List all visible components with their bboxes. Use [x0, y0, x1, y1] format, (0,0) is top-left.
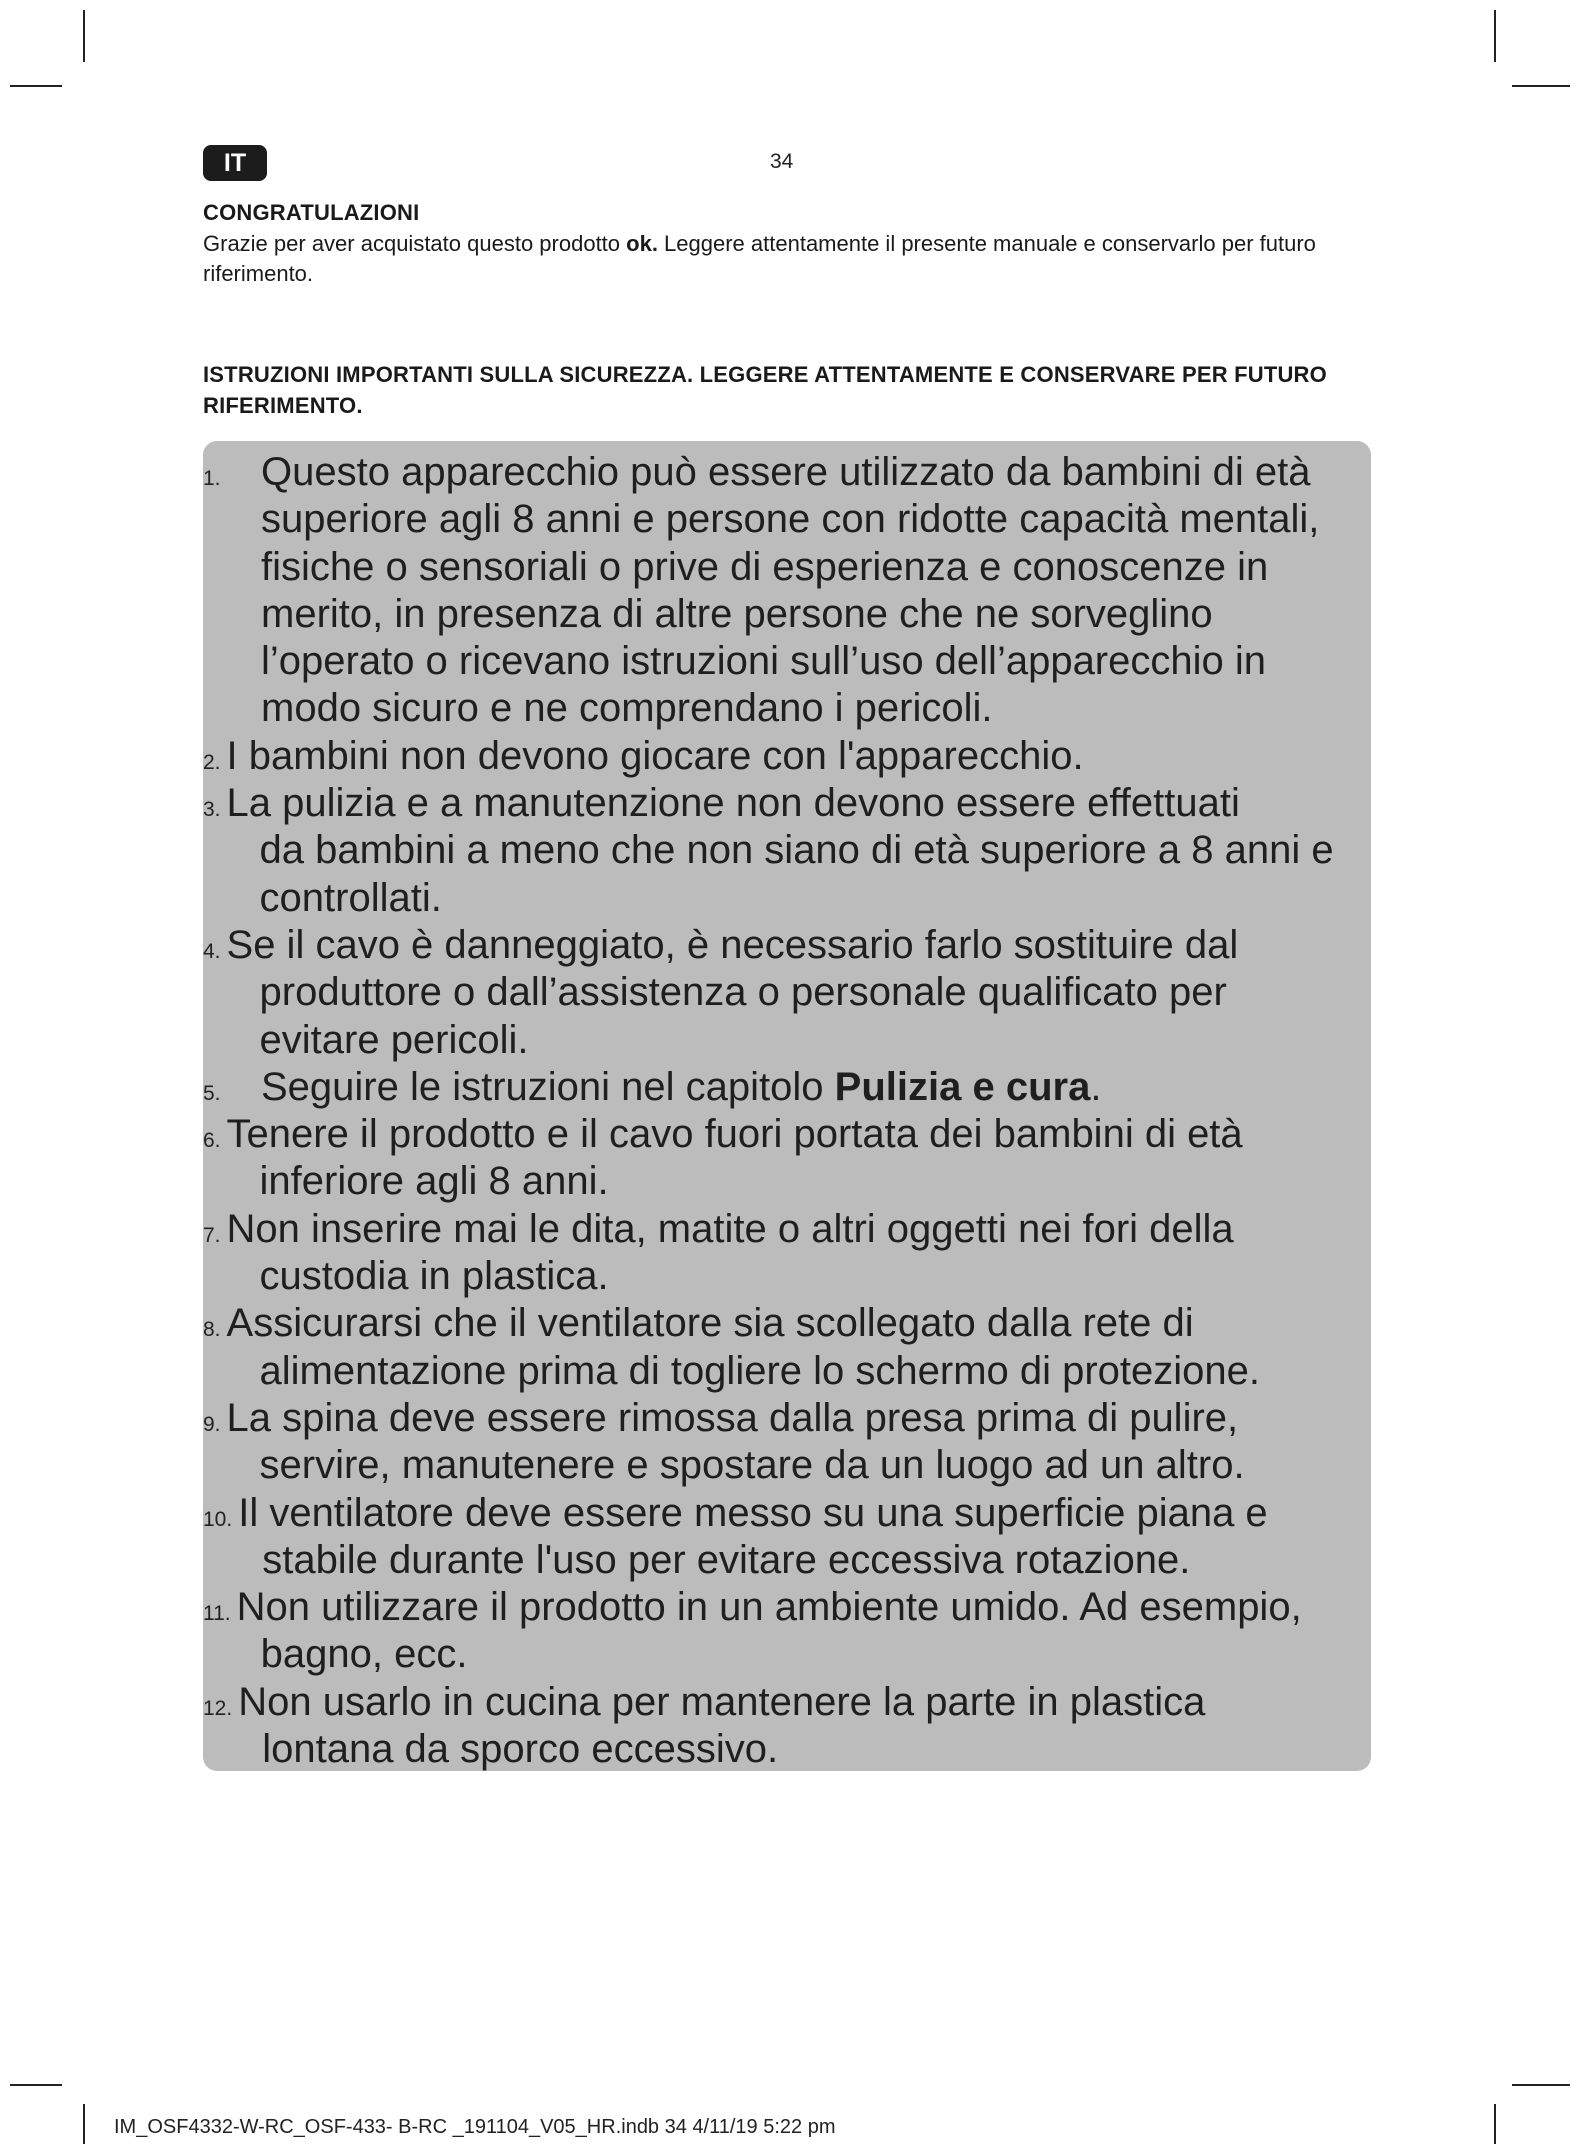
crop-mark — [1494, 2104, 1496, 2144]
item-text — [227, 733, 1084, 780]
item-line: Assicurarsi che il ventilatore sia scollegato dalla rete di — [226, 1301, 1194, 1346]
intro-text-after: Leggere attentamente il presente manuale e conservarlo per futuro riferimento. — [203, 231, 1316, 286]
intro-paragraph — [203, 229, 1383, 289]
print-slug: IM_OSF4332-W-RC_OSF-433- B-RC _191104_V05_HR.indb 34 4/11/19 5:22 pm — [114, 2116, 836, 2138]
item-line: evitare pericoli. — [259, 1017, 529, 1062]
brand-name: ok. — [626, 231, 658, 256]
item-line: lontana da sporco eccessivo. — [262, 1727, 779, 1772]
item-number: 4. — [203, 939, 221, 963]
item-line: Non usarlo in cucina per mantenere la parte in plastica — [238, 1679, 1206, 1724]
safety-item — [203, 1490, 1351, 1585]
item-line: l’operato o ricevano istruzioni sull’uso dell’apparecchio in — [261, 639, 1266, 684]
item-line: servire, manutenere e spostare da un luogo ad un altro. — [259, 1443, 1245, 1488]
item-line: fisiche o sensoriali o prive di esperienza e conoscenze in — [261, 544, 1269, 589]
crop-mark — [1512, 85, 1570, 87]
item-line: da bambini a meno che non siano di età superiore a 8 anni e — [259, 828, 1334, 873]
safety-item — [203, 1300, 1351, 1395]
item-line: merito, in presenza di altre persone che ne sorveglino — [261, 591, 1213, 636]
item-line: La spina deve essere rimossa dalla presa prima di pulire, — [226, 1395, 1239, 1440]
congratulations-heading: CONGRATULAZIONI — [203, 200, 420, 225]
item-line: modo sicuro e ne comprendano i pericoli. — [261, 686, 993, 731]
item-text — [227, 1111, 1243, 1206]
item-text — [261, 1064, 1101, 1111]
item-line: Il ventilatore deve essere messo su una superficie piana e — [238, 1490, 1268, 1535]
item-number: 12. — [203, 1696, 233, 1720]
safety-item — [203, 1584, 1351, 1679]
item-line: Questo apparecchio può essere utilizzato da bambini di età — [261, 450, 1311, 494]
item-line: alimentazione prima di togliere lo schermo di protezione. — [259, 1348, 1261, 1393]
item-line: Non utilizzare il prodotto in un ambiente umido. Ad esempio, — [236, 1585, 1302, 1630]
item-text — [238, 1490, 1267, 1585]
item-line: produttore o dall’assistenza o personale qualificato per — [259, 970, 1227, 1015]
item-line: I bambini non devono giocare con l'apparecchio. — [226, 733, 1084, 778]
item-text — [227, 780, 1334, 922]
crop-mark — [10, 2084, 62, 2086]
item-line: Se il cavo è danneggiato, è necessario farlo sostituire dal — [226, 922, 1239, 967]
crop-mark — [1512, 2084, 1570, 2086]
item-text — [227, 1206, 1234, 1301]
item-number: 5. — [203, 1081, 221, 1105]
item-text — [227, 1300, 1261, 1395]
item-line: Non inserire mai le dita, matite o altri oggetti nei fori della — [226, 1206, 1234, 1251]
chapter-reference: Pulizia e cura — [834, 1064, 1091, 1109]
language-badge: IT — [203, 145, 267, 181]
crop-mark — [83, 10, 85, 62]
item-line: inferiore agli 8 anni. — [259, 1159, 609, 1204]
crop-mark — [83, 2104, 85, 2144]
item-text — [227, 1395, 1245, 1490]
item-number: 2. — [203, 750, 221, 774]
item-number: 7. — [203, 1223, 221, 1247]
item-number: 10. — [203, 1507, 233, 1531]
item-number: 1. — [203, 467, 221, 490]
item-text — [227, 922, 1239, 1064]
safety-instructions-box — [203, 441, 1371, 1771]
safety-item — [203, 1395, 1351, 1490]
item-number: 8. — [203, 1318, 221, 1342]
item-number: 6. — [203, 1129, 221, 1153]
crop-mark — [1494, 10, 1496, 62]
item-line: Tenere il prodotto e il cavo fuori portata dei bambini di età — [226, 1112, 1243, 1157]
item-line: controllati. — [259, 875, 442, 920]
item-line: stabile durante l'uso per evitare eccessiva rotazione. — [262, 1537, 1191, 1582]
safety-item — [203, 1111, 1351, 1206]
item-number: 11. — [203, 1602, 231, 1626]
safety-item — [203, 449, 1351, 733]
item-line: La pulizia e a manutenzione non devono essere effettuati — [226, 781, 1240, 826]
item-number: 9. — [203, 1412, 221, 1436]
item-number: 3. — [203, 798, 221, 822]
page-number: 34 — [770, 150, 794, 173]
safety-item — [203, 922, 1351, 1064]
item-text — [237, 1584, 1302, 1679]
item-text — [238, 1679, 1205, 1774]
item-line: custodia in plastica. — [259, 1254, 609, 1299]
item-text-before: Seguire le istruzioni nel capitolo — [261, 1064, 835, 1109]
safety-item — [203, 1064, 1351, 1111]
item-line: superiore agli 8 anni e persone con ridotte capacità mentali, — [261, 497, 1320, 542]
crop-mark — [10, 85, 62, 87]
safety-item — [203, 733, 1351, 780]
safety-item — [203, 1679, 1351, 1774]
item-text-after: . — [1090, 1064, 1102, 1109]
item-line: bagno, ecc. — [260, 1632, 468, 1677]
safety-title: ISTRUZIONI IMPORTANTI SULLA SICUREZZA. LEGGERE ATTENTAMENTE E CONSERVARE PER FUTURO RIFERIMENTO. — [203, 362, 1327, 418]
safety-item — [203, 780, 1351, 922]
item-text — [261, 449, 1319, 733]
safety-item — [203, 1206, 1351, 1301]
intro-text-before: Grazie per aver acquistato questo prodotto — [203, 231, 627, 256]
